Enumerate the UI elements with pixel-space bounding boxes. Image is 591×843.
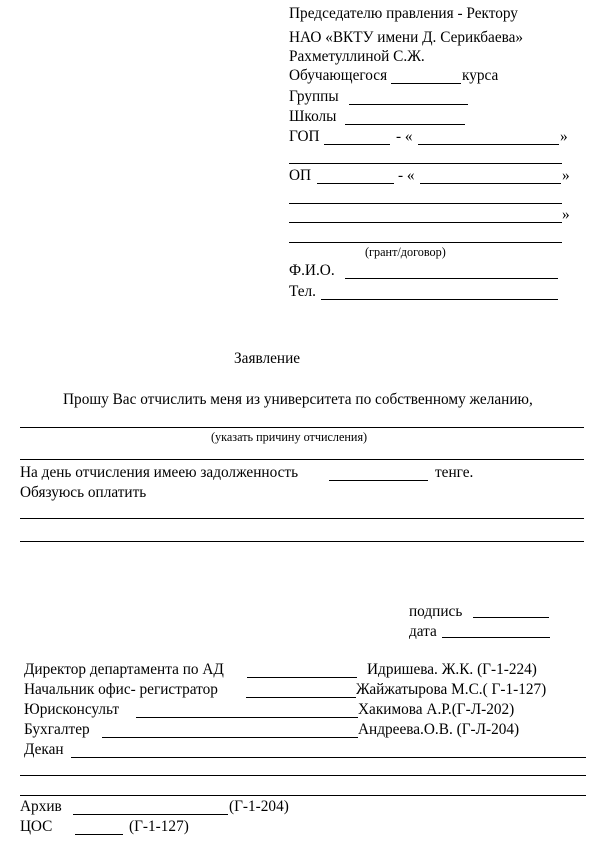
approval-signature-blank[interactable] [247,677,357,678]
archive-code: (Г-1-204) [229,798,289,815]
pay-blank-2[interactable] [20,541,584,542]
approval-name: Идришева. Ж.К. (Г-1-224) [367,661,537,678]
op-name-blank[interactable] [420,183,561,184]
school-label: Школы [289,108,337,125]
debt-amount-blank[interactable] [329,480,428,481]
op-continuation-blank[interactable] [289,203,562,204]
group-label: Группы [289,88,339,105]
date-label: дата [409,623,437,640]
pay-blank[interactable] [20,518,584,519]
op-code-blank[interactable] [317,183,394,184]
approval-signature-blank[interactable] [136,717,358,718]
approval-role: Директор департамента по АД [24,661,224,678]
approval-role: Начальник офис- регистратор [24,681,218,698]
gop-quote-close: » [560,128,568,145]
fio-label: Ф.И.О. [289,262,335,279]
tel-label: Тел. [289,283,317,300]
sign-label: подпись [409,603,463,620]
pay-text: Обязуюсь оплатить [20,484,147,501]
school-blank[interactable] [345,124,465,125]
approval-signature-blank[interactable] [102,737,358,738]
gop-label: ГОП [289,128,320,145]
tel-blank[interactable] [321,299,558,300]
op-label: ОП [289,167,312,184]
approval-name: Жайжатырова М.С.( Г-1-127) [356,681,547,698]
reason-blank[interactable] [20,427,584,428]
request-text: Прошу Вас отчислить меня из университета по собственному желанию, [63,391,533,408]
archive-blank[interactable] [73,814,228,815]
gop-name-blank[interactable] [418,144,559,145]
op-quote-close: » [562,167,570,184]
op-continuation-quote-close: » [562,206,570,223]
dean-extra-blank[interactable] [20,775,586,776]
approval-signature-blank[interactable] [246,697,356,698]
approval-role: Бухгалтер [24,721,90,738]
university-name: НАО «ВКТУ имени Д. Серикбаева» [289,29,524,46]
gop-continuation-blank[interactable] [289,163,562,164]
currency-label: тенге. [435,464,474,481]
addressee-line: Председателю правления - Ректору [289,5,518,22]
grant-note: (грант/договор) [365,245,446,259]
group-blank[interactable] [349,104,468,105]
dean-signature-blank[interactable] [71,757,586,758]
debt-text: На день отчисления имеею задолженность [20,464,299,481]
dean-extra-blank-2[interactable] [20,795,586,796]
approval-role: Юрисконсульт [24,701,120,718]
tsos-code: (Г-1-127) [129,818,189,835]
approval-role: Декан [24,741,64,758]
course-blank[interactable] [391,83,461,84]
student-course-suffix: курса [462,67,499,84]
funding-blank[interactable] [289,242,562,243]
student-course-prefix: Обучающегося [289,67,391,84]
op-continuation-blank-2[interactable] [289,222,562,223]
op-dash-quote: - « [398,167,415,184]
signature-blank[interactable] [473,617,549,618]
approval-name: Андреева.О.В. (Г-Л-204) [358,721,520,738]
gop-code-blank[interactable] [324,144,390,145]
date-blank[interactable] [442,637,550,638]
tsos-label: ЦОС [20,818,53,835]
archive-label: Архив [20,798,62,815]
tsos-blank[interactable] [75,834,123,835]
fio-blank[interactable] [345,278,558,279]
reason-hint: (указать причину отчисления) [211,430,368,444]
rector-name: Рахметуллиной С.Ж. [289,48,425,65]
gop-dash-quote: - « [396,128,413,145]
document-title: Заявление [234,350,301,367]
reason-blank-2[interactable] [20,459,584,460]
approval-name: Хакимова А.Р.(Г-Л-202) [358,701,515,718]
